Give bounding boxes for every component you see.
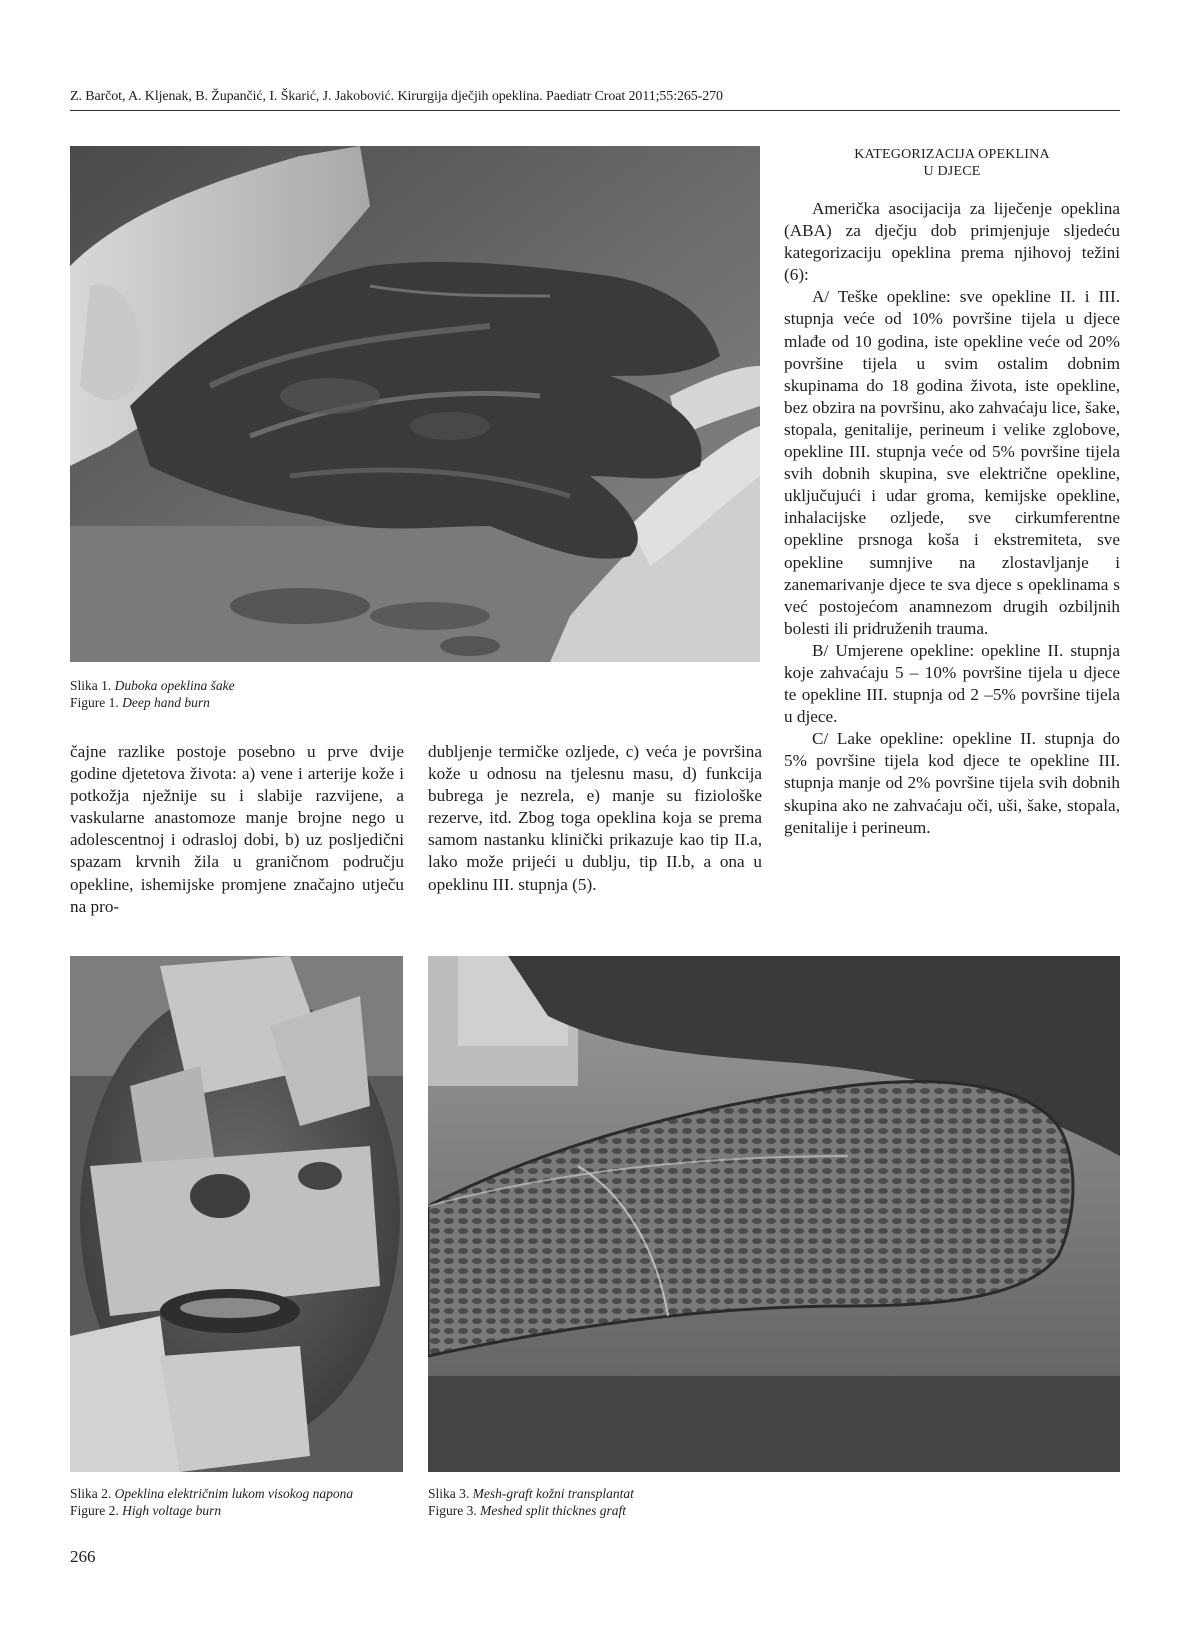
figure-2-face-burn-photo <box>70 956 403 1472</box>
section-paragraph-b: B/ Umjerene opekline: opekline II. stupnja koje zahvaćaju 5 – 10% površine tijela u djece te opekline III. stupnja od 2 –5% površine tijela u djece. <box>784 640 1120 727</box>
figure-3-title-en: Meshed split thicknes graft <box>480 1503 626 1518</box>
section-title <box>784 146 1120 180</box>
text-column-3 <box>784 198 1120 839</box>
text-column-2 <box>428 741 762 896</box>
section-title-line-2: U DJECE <box>923 164 981 179</box>
figure-3-label-en: Figure 3. <box>428 1503 481 1518</box>
figure-2-title-en: High voltage burn <box>122 1503 222 1518</box>
figure-1-caption <box>70 677 235 711</box>
section-paragraph-c: C/ Lake opekline: opekline II. stupnja do 5% površine tijela kod djece te opekline III. stupnja manje od 2% površine tijela svih dobnih skupina ako ne zahvaćaju oči, uši, šake, stopala, genitalije i perineum. <box>784 729 1120 837</box>
figure-2-caption <box>70 1485 353 1519</box>
figure-3-mesh-graft-photo <box>428 956 1120 1472</box>
figure-1-title-hr: Duboka opeklina šake <box>114 678 235 693</box>
section-title-line-1: KATEGORIZACIJA OPEKLINA <box>854 147 1050 162</box>
page-number: 266 <box>70 1547 96 1566</box>
figure-1-label-hr: Slika 1. <box>70 678 115 693</box>
figure-2-label-en: Figure 2. <box>70 1503 123 1518</box>
figure-1-title-en: Deep hand burn <box>122 695 210 710</box>
body-paragraph-col2: dubljenje termičke ozljede, c) veća je površina kože u odnosu na tjelesnu masu, d) funkcija bubrega je nezrela, e) manje su fiziološke rezerve, itd. Zbog toga opeklina koja se prema samom nastanku klinički prikazuje kao tip II.a, lako može prijeći u dublju, tip II.b, a ona u opeklinu III. stupnja (5). <box>428 742 762 894</box>
section-paragraph-a: A/ Teške opekline: sve opekline II. i III. stupnja veće od 10% površine tijela u djece mlađe od 10 godina, iste opekline veće od 20% površine tijela u svim ostalim dobnim skupinama do 18 godina života, iste opekline, bez obzira na površinu, ako zahvaćaju lice, šake, stopala, genitalije, perineum i velike zglobove, opekline III. stupnja veće od 5% površine tijela svih dobnih skupina, sve električne opekline, uključujući i udar groma, kemijske opekline, inhalacijske ozljede, sve cirkumferentne opekline prsnoga koša i ekstremiteta, sve opekline sumnjive na zlostavljanje i zanemarivanje djece te sva djece s opeklinama s već postojećom anamnezom drugih ozbiljnih bolesti ili pridruženih trauma. <box>784 287 1120 638</box>
body-paragraph-col1: čajne razlike postoje posebno u prve dvije godine djetetova života: a) vene i arterije kože i potkožja nježnije su i slabije razvijene, a vaskularne anastomoze manje brojne nego u adolescentnoj i odrasloj dobi, b) uz posljedični spazam krvnih žila u graničnom području opekline, ishemijske promjene značajno utječu na pro- <box>70 742 404 916</box>
running-head: Z. Barčot, A. Kljenak, B. Župančić, I. Škarić, J. Jakobović. Kirurgija dječjih opeklina. Paediatr Croat 2011;55:265-270 <box>70 88 1120 111</box>
section-intro-paragraph: Američka asocijacija za liječenje opeklina (ABA) za dječju dob primjenjuje sljedeću kategorizaciju opeklina prema njihovoj težini (6): <box>784 199 1120 285</box>
text-column-1 <box>70 741 404 918</box>
figure-3-title-hr: Mesh-graft kožni transplantat <box>472 1486 634 1501</box>
figure-3-label-hr: Slika 3. <box>428 1486 473 1501</box>
figure-2-label-hr: Slika 2. <box>70 1486 115 1501</box>
figure-1-hand-burn-photo <box>70 146 760 662</box>
figure-3-caption <box>428 1485 634 1519</box>
figure-2-title-hr: Opeklina električnim lukom visokog napona <box>114 1486 354 1501</box>
figure-1-label-en: Figure 1. <box>70 695 123 710</box>
